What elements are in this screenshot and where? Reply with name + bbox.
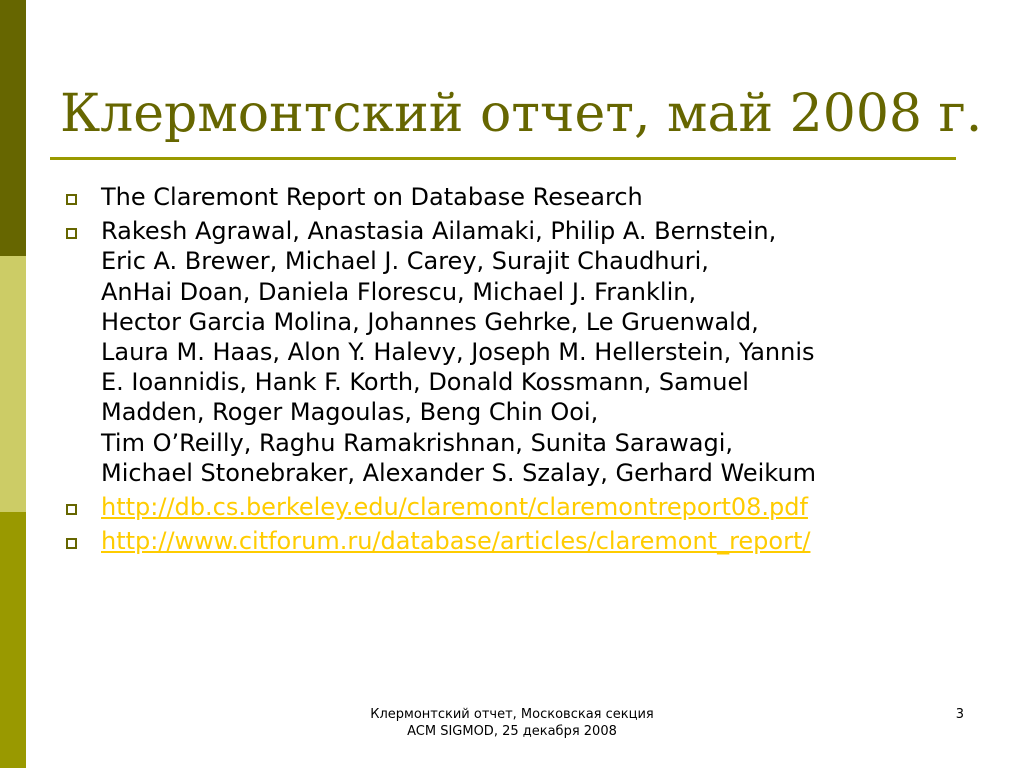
author-line: Hector Garcia Molina, Johannes Gehrke, Le Gruenwald, — [101, 307, 759, 336]
side-bar-bottom — [0, 512, 26, 768]
bullet-list — [63, 182, 983, 560]
slide-title: Клермонтский отчет, май 2008 г. — [60, 84, 983, 144]
author-line: Tim O’Reilly, Raghu Ramakrishnan, Sunita Sarawagi, — [101, 428, 734, 457]
side-bar-top — [0, 0, 26, 256]
author-line: Madden, Roger Magoulas, Beng Chin Ooi, — [101, 398, 599, 427]
square-bullet-icon — [66, 228, 77, 239]
title-divider — [50, 157, 956, 160]
slide-footer — [330, 706, 694, 740]
side-bar-middle — [0, 256, 26, 512]
bullet-item-link-citforum — [63, 526, 983, 556]
footer-line-1: Клермонтский отчет, Московская секция — [370, 707, 654, 722]
author-line: E. Ioannidis, Hank F. Korth, Donald Kossmann, Samuel — [101, 368, 749, 397]
page-number: 3 — [955, 707, 964, 722]
author-line: Laura M. Haas, Alon Y. Halevy, Joseph M. Hellerstein, Yannis — [101, 338, 815, 367]
author-line: AnHai Doan, Daniela Florescu, Michael J. Franklin, — [101, 277, 697, 306]
berkeley-report-link[interactable]: http://db.cs.berkeley.edu/claremont/claremontreport08.pdf — [101, 493, 808, 522]
footer-line-2: ACM SIGMOD, 25 декабря 2008 — [407, 724, 617, 739]
citforum-report-link[interactable]: http://www.citforum.ru/database/articles/claremont_report/ — [101, 527, 811, 556]
author-line: Rakesh Agrawal, Anastasia Ailamaki, Philip A. Bernstein, — [101, 217, 777, 246]
bullet-item-authors — [63, 216, 983, 488]
square-bullet-icon — [66, 194, 77, 205]
bullet-item-report-name — [63, 182, 983, 212]
author-line: Michael Stonebraker, Alexander S. Szalay, Gerhard Weikum — [101, 458, 817, 487]
report-name: The Claremont Report on Database Research — [101, 183, 643, 211]
bullet-item-link-berkeley — [63, 492, 983, 522]
square-bullet-icon — [66, 538, 77, 549]
square-bullet-icon — [66, 504, 77, 515]
author-line: Eric A. Brewer, Michael J. Carey, Surajit Chaudhuri, — [101, 247, 709, 276]
